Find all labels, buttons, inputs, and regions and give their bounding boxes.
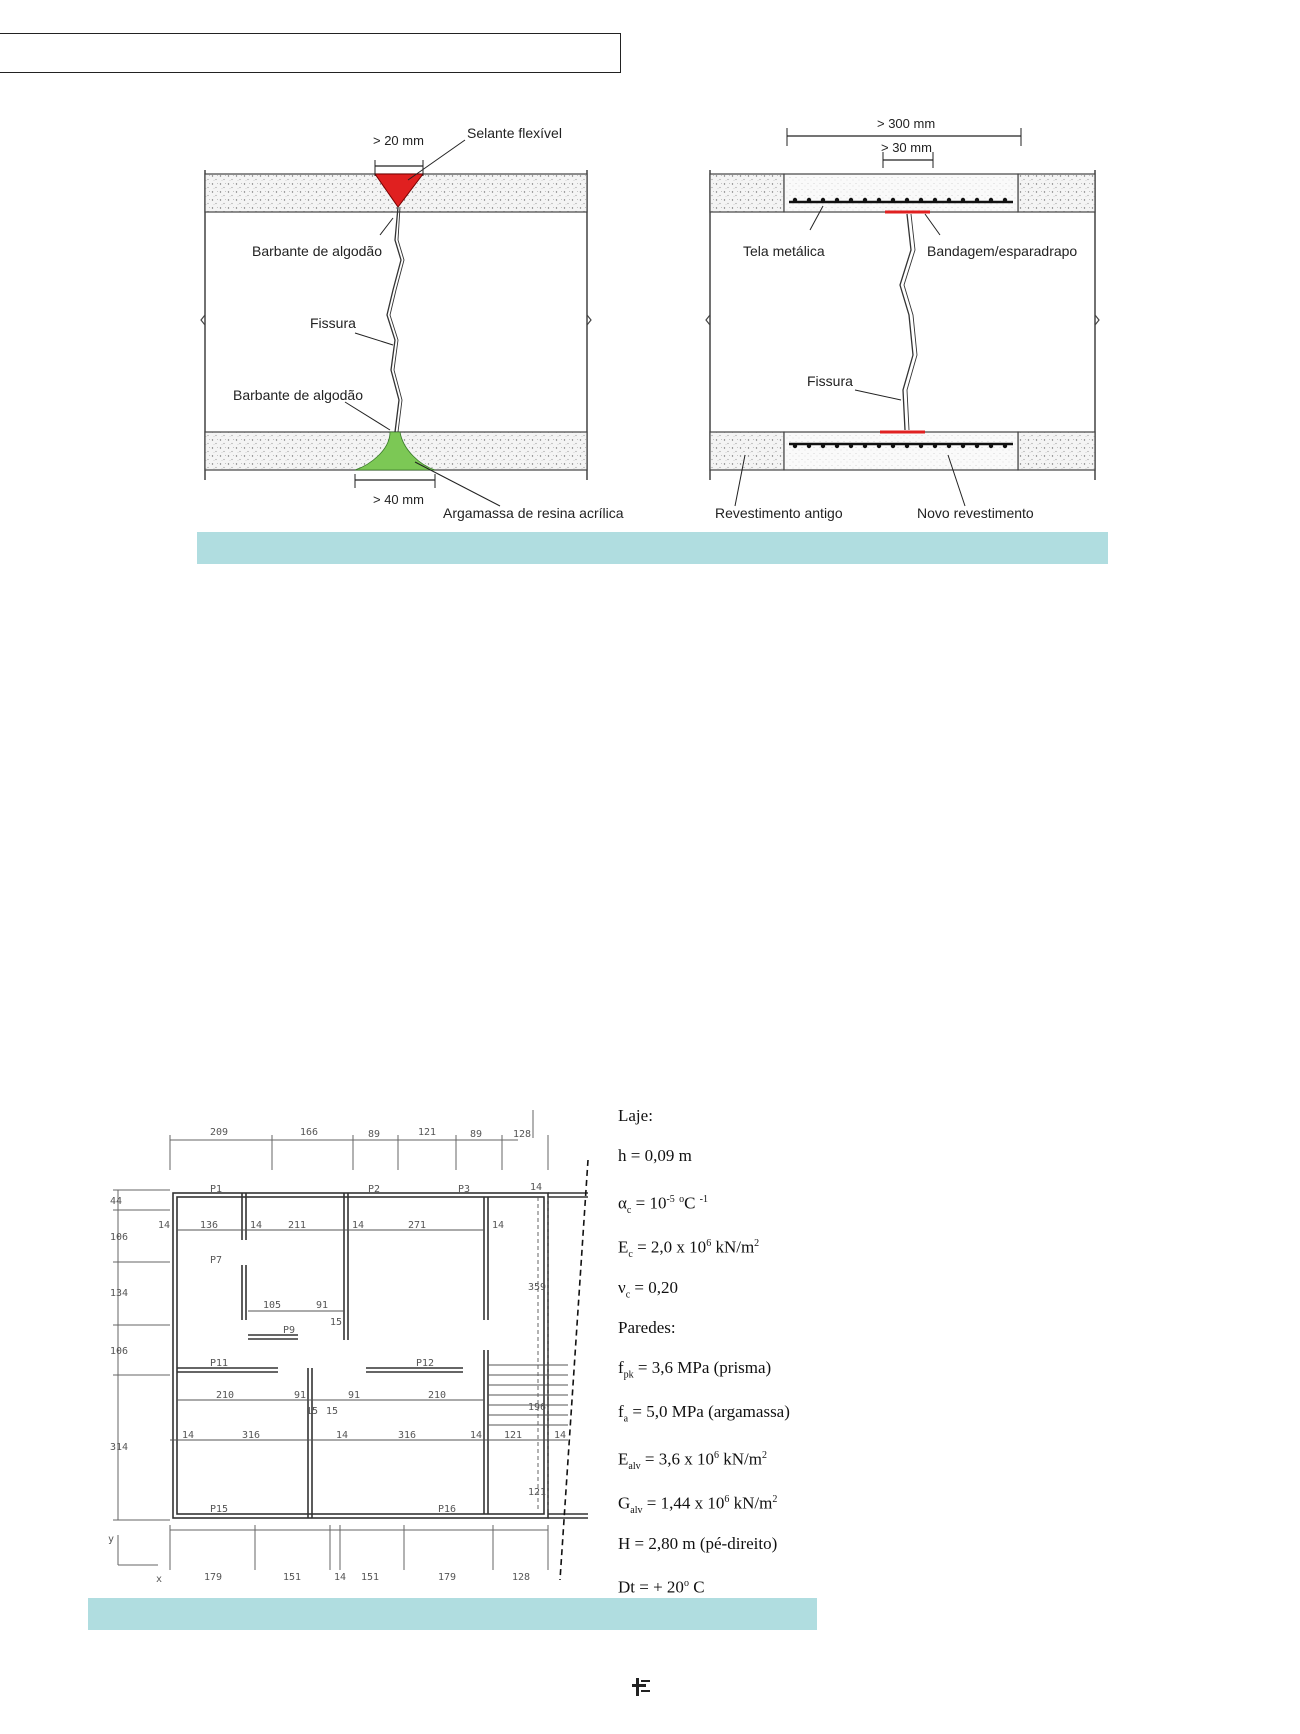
- prop-fa: $f_a = 5,0$ MPa (argamassa): [618, 1402, 790, 1425]
- new-coating-bottom: [784, 432, 1018, 470]
- row4-dim-1: 14: [182, 1430, 195, 1441]
- dim-top-left: > 20 mm: [373, 133, 424, 148]
- row3-dim-2: 91: [294, 1390, 307, 1401]
- bottom-dim-4: 151: [361, 1572, 380, 1583]
- right-panel: [706, 116, 1099, 521]
- label-novo-rev: Novo revestimento: [917, 505, 1034, 521]
- prop-fpk: $f_{pk} = 3,6$ MPa (prisma): [618, 1358, 772, 1381]
- right-dim-2: 196: [528, 1402, 547, 1413]
- bottom-dim-3: 14: [334, 1572, 347, 1583]
- left-dim-3: 134: [110, 1288, 129, 1299]
- pillar-p2: P2: [368, 1184, 381, 1195]
- right-dim-3: 121: [528, 1487, 547, 1498]
- row4-dim-2: 316: [242, 1430, 261, 1441]
- pillar-p7: P7: [210, 1255, 223, 1266]
- figure2-caption-bar: [88, 1598, 817, 1630]
- pillar-p12: P12: [416, 1358, 435, 1369]
- axis-y-label: y: [108, 1534, 115, 1545]
- prop-galv: $G_{alv} = 1,44$ x $10^6$ $kN/m^2$: [618, 1493, 778, 1517]
- dim-inner: > 30 mm: [881, 140, 932, 155]
- row1-dim-6: 271: [408, 1220, 427, 1231]
- row4-dim-7: 14: [554, 1430, 567, 1441]
- label-selante: Selante flexível: [467, 125, 562, 141]
- laje-title: Laje:: [618, 1106, 653, 1125]
- left-dim-2: 106: [110, 1232, 129, 1243]
- pillar-p15: P15: [210, 1504, 229, 1515]
- pillar-p3: P3: [458, 1184, 471, 1195]
- floor-plan: [98, 1110, 598, 1585]
- bottom-dim-5: 179: [438, 1572, 457, 1583]
- row1-dim-2: 136: [200, 1220, 219, 1231]
- prop-alpha: $\alpha_c = 10^{-5}$ $^o$C $^{-1}$: [618, 1193, 708, 1217]
- prop-h-pe-direito: H = 2,80 m (pé-direito): [618, 1534, 778, 1553]
- row4-dim-6: 121: [504, 1430, 523, 1441]
- new-coating-top: [784, 174, 1018, 212]
- crack-line-left: [387, 207, 401, 432]
- prop-h: h = 0,09 m: [618, 1146, 692, 1165]
- row3-dim-6: 15: [326, 1406, 339, 1417]
- prop-dt: Dt = + $20^o$ C: [618, 1577, 705, 1597]
- row1-dim-5: 14: [352, 1220, 365, 1231]
- pillar-p11: P11: [210, 1358, 229, 1369]
- left-dim-5: 314: [110, 1442, 129, 1453]
- row1-dim-4: 211: [288, 1220, 307, 1231]
- top-dim-6: 128: [513, 1129, 532, 1140]
- row4-dim-3: 14: [336, 1430, 349, 1441]
- top-dim-2: 166: [300, 1127, 319, 1138]
- row2-dim-2: 91: [316, 1300, 329, 1311]
- left-dim-4: 106: [110, 1346, 129, 1357]
- row2-dim-3: 15: [330, 1317, 343, 1328]
- row3-dim-3: 91: [348, 1390, 361, 1401]
- label-argamassa: Argamassa de resina acrílica: [443, 505, 624, 521]
- dim-bottom-left: > 40 mm: [373, 492, 424, 507]
- row1-dim-3: 14: [250, 1220, 263, 1231]
- crack-repair-figure: [195, 110, 1105, 570]
- pillar-p9: P9: [283, 1325, 296, 1336]
- bottom-dim-2: 151: [283, 1572, 302, 1583]
- properties-list: [618, 1105, 808, 1617]
- right-dim-4: 14: [530, 1182, 543, 1193]
- crack-line-right: [900, 214, 913, 430]
- left-panel: [201, 125, 624, 521]
- label-rev-antigo: Revestimento antigo: [715, 505, 843, 521]
- top-dim-5: 89: [470, 1129, 483, 1140]
- top-dim-3: 89: [368, 1129, 381, 1140]
- label-tela: Tela metálica: [743, 243, 825, 259]
- row3-dim-4: 210: [428, 1390, 447, 1401]
- pillar-p16: P16: [438, 1504, 457, 1515]
- prop-nu: $\nu_c = 0,20$: [618, 1278, 678, 1301]
- right-dim-1: 359: [528, 1282, 547, 1293]
- figure1-caption-bar: [197, 532, 1108, 564]
- prop-ec: $E_c = 2,0$ x $10^6$ $kN/m^2$: [618, 1237, 760, 1261]
- pillar-p1: P1: [210, 1184, 223, 1195]
- row3-dim-1: 210: [216, 1390, 235, 1401]
- prop-ealv: $E_{alv} = 3,6$ x $10^6$ $kN/m^2$: [618, 1449, 767, 1473]
- row1-dim-7: 14: [492, 1220, 505, 1231]
- row4-dim-4: 316: [398, 1430, 417, 1441]
- row2-dim-1: 105: [263, 1300, 282, 1311]
- label-fissura-left: Fissura: [310, 315, 356, 331]
- label-barbante-top: Barbante de algodão: [252, 243, 382, 259]
- paredes-title: Paredes:: [618, 1318, 676, 1337]
- label-barbante-bottom: Barbante de algodão: [233, 387, 363, 403]
- axis-x-label: x: [156, 1574, 163, 1585]
- label-fissura-right: Fissura: [807, 373, 853, 389]
- top-dim-4: 121: [418, 1127, 437, 1138]
- header-box: [0, 33, 621, 73]
- dim-outer: > 300 mm: [877, 116, 936, 131]
- page-mark-icon: [628, 1676, 654, 1698]
- top-dim-1: 209: [210, 1127, 229, 1138]
- left-dim-1: 44: [110, 1196, 123, 1207]
- row3-dim-5: 15: [306, 1406, 319, 1417]
- row4-dim-5: 14: [470, 1430, 483, 1441]
- bottom-dim-6: 128: [512, 1572, 531, 1583]
- label-bandagem: Bandagem/esparadrapo: [927, 243, 1078, 259]
- bottom-dim-1: 179: [204, 1572, 223, 1583]
- row1-dim-1: 14: [158, 1220, 171, 1231]
